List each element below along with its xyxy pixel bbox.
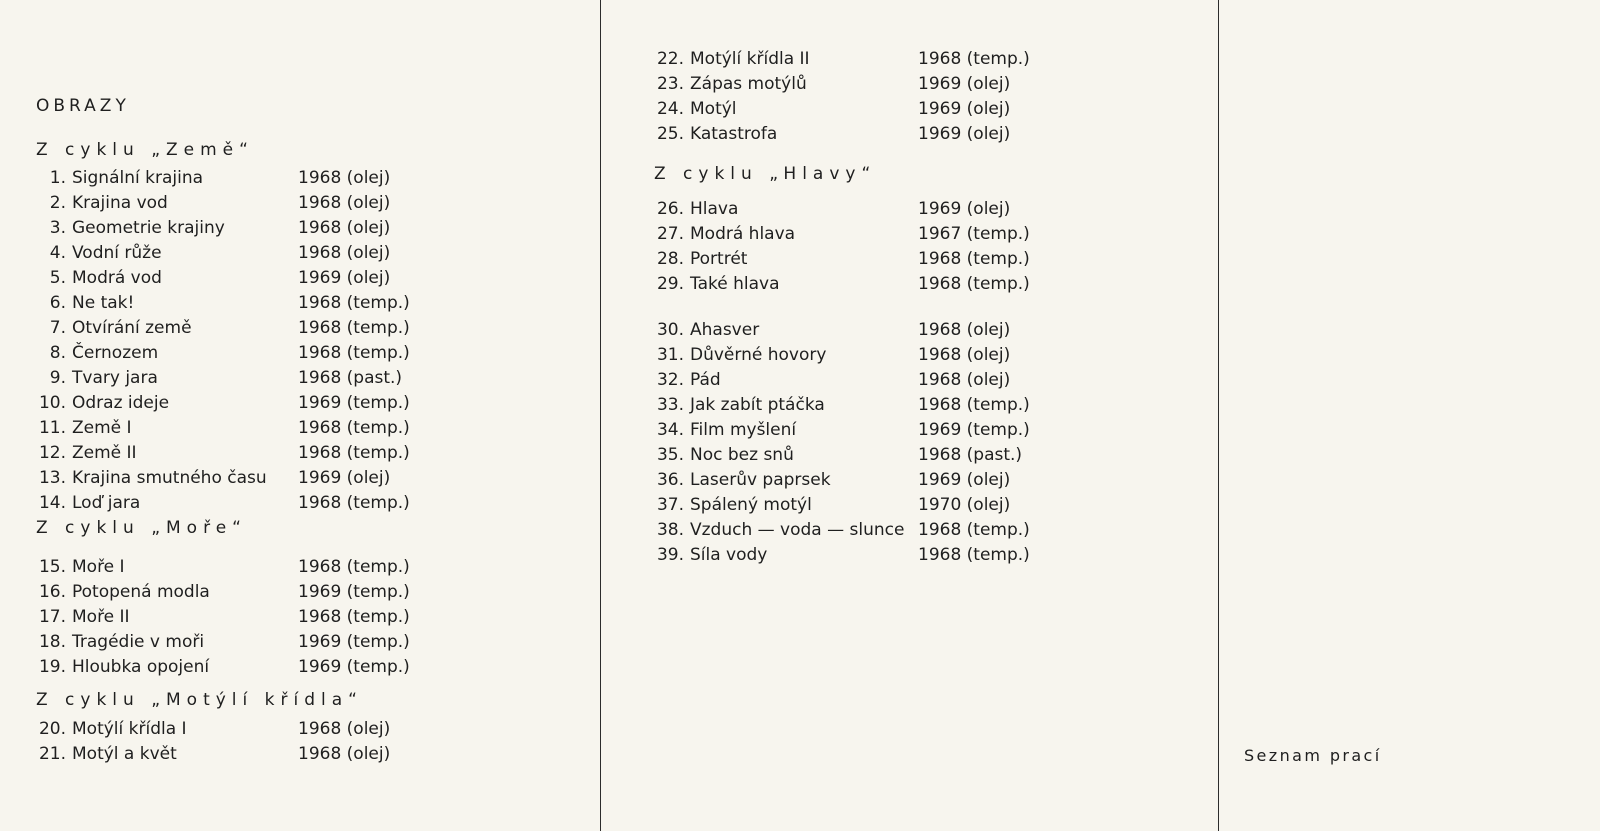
work-date-medium: 1969 (olej) (298, 268, 391, 288)
work-date-medium: 1969 (olej) (918, 199, 1011, 219)
work-date-medium: 1968 (temp.) (918, 545, 1030, 565)
work-title: Ahasver (690, 320, 760, 340)
work-date-medium: 1969 (temp.) (298, 657, 410, 677)
work-title: Tragédie v moři (72, 632, 205, 652)
work-title: Modrá vod (72, 268, 162, 288)
work-item (36, 655, 576, 680)
work-date-medium: 1968 (temp.) (918, 520, 1030, 540)
work-title: Otvírání země (72, 318, 192, 338)
work-title: Potopená modla (72, 582, 210, 602)
work-item (36, 366, 576, 391)
work-item (36, 466, 576, 491)
work-title: Hloubka opojení (72, 657, 210, 677)
left-panel (0, 0, 601, 831)
work-number: 1. (49, 168, 66, 188)
work-item (36, 341, 576, 366)
work-number: 28. (656, 249, 684, 269)
work-date-medium: 1968 (temp.) (298, 318, 410, 338)
right-panel (1220, 0, 1600, 831)
work-item (36, 391, 576, 416)
work-number: 17. (38, 607, 66, 627)
work-item (36, 742, 576, 767)
work-title: Motýl (690, 99, 737, 119)
work-item (654, 222, 1194, 247)
work-number: 29. (656, 274, 684, 294)
work-date-medium: 1968 (past.) (298, 368, 403, 388)
work-title: Hlava (690, 199, 739, 219)
work-number: 9. (49, 368, 66, 388)
cycle-heading-more: Z cyklu „Moře“ (36, 518, 247, 538)
work-date-medium: 1969 (olej) (918, 470, 1011, 490)
work-number: 13. (38, 468, 66, 488)
work-number: 31. (656, 345, 684, 365)
work-title: Motýl a květ (72, 744, 177, 764)
work-number: 30. (656, 320, 684, 340)
work-date-medium: 1968 (temp.) (298, 607, 410, 627)
cycle-heading-zeme: Z cyklu „Země“ (36, 140, 254, 160)
work-title: Film myšlení (690, 420, 797, 440)
work-date-medium: 1968 (olej) (298, 243, 391, 263)
work-title: Laserův paprsek (690, 470, 831, 490)
work-title: Pád (690, 370, 721, 390)
work-number: 2. (49, 193, 66, 213)
work-number: 26. (656, 199, 684, 219)
cycle-heading-kridla: Z cyklu „Motýlí křídla“ (36, 690, 363, 710)
work-date-medium: 1969 (olej) (298, 468, 391, 488)
work-number: 5. (49, 268, 66, 288)
work-title: Signální krajina (72, 168, 204, 188)
work-title: Loď jara (72, 493, 141, 513)
works-list (36, 166, 576, 516)
work-item (36, 416, 576, 441)
work-title: Vodní růže (72, 243, 162, 263)
work-date-medium: 1968 (temp.) (298, 293, 410, 313)
work-title: Důvěrné hovory (690, 345, 827, 365)
work-title: Také hlava (690, 274, 780, 294)
work-number: 11. (38, 418, 66, 438)
work-number: 32. (656, 370, 684, 390)
work-title: Motýlí křídla I (72, 719, 187, 739)
work-item (654, 468, 1194, 493)
work-date-medium: 1968 (temp.) (298, 418, 410, 438)
work-number: 35. (656, 445, 684, 465)
work-number: 25. (656, 124, 684, 144)
work-title: Vzduch — voda — slunce (690, 520, 905, 540)
work-number: 21. (38, 744, 66, 764)
work-title: Modrá hlava (690, 224, 796, 244)
work-date-medium: 1968 (temp.) (918, 249, 1030, 269)
work-number: 18. (38, 632, 66, 652)
work-date-medium: 1968 (temp.) (918, 49, 1030, 69)
work-item (36, 605, 576, 630)
work-item (36, 316, 576, 341)
work-date-medium: 1968 (temp.) (918, 395, 1030, 415)
work-item (36, 241, 576, 266)
work-item (36, 555, 576, 580)
work-item (654, 272, 1194, 297)
work-number: 38. (656, 520, 684, 540)
middle-panel (602, 0, 1219, 831)
work-item (654, 393, 1194, 418)
work-item (654, 543, 1194, 568)
work-title: Krajina smutného času (72, 468, 267, 488)
work-item (654, 343, 1194, 368)
section-heading: OBRAZY (36, 96, 130, 116)
work-title: Geometrie krajiny (72, 218, 225, 238)
work-number: 22. (656, 49, 684, 69)
work-title: Tvary jara (72, 368, 158, 388)
work-date-medium: 1969 (temp.) (918, 420, 1030, 440)
work-date-medium: 1968 (olej) (298, 744, 391, 764)
work-date-medium: 1969 (temp.) (298, 632, 410, 652)
works-list (36, 555, 576, 680)
work-item (654, 197, 1194, 222)
work-title: Moře II (72, 607, 130, 627)
work-number: 36. (656, 470, 684, 490)
works-list (36, 717, 576, 767)
work-number: 16. (38, 582, 66, 602)
work-number: 3. (49, 218, 66, 238)
work-date-medium: 1968 (temp.) (298, 343, 410, 363)
work-number: 34. (656, 420, 684, 440)
work-title: Spálený motýl (690, 495, 812, 515)
work-date-medium: 1970 (olej) (918, 495, 1011, 515)
work-date-medium: 1969 (olej) (918, 74, 1011, 94)
work-item (654, 72, 1194, 97)
work-number: 7. (49, 318, 66, 338)
work-item (654, 318, 1194, 343)
work-title: Černozem (72, 343, 159, 363)
work-title: Noc bez snů (690, 445, 794, 465)
work-item (654, 47, 1194, 72)
work-date-medium: 1969 (temp.) (298, 582, 410, 602)
work-title: Jak zabít ptáčka (690, 395, 825, 415)
work-item (36, 291, 576, 316)
work-item (654, 122, 1194, 147)
work-date-medium: 1968 (temp.) (298, 493, 410, 513)
work-item (36, 216, 576, 241)
work-title: Motýlí křídla II (690, 49, 810, 69)
work-title: Země I (72, 418, 132, 438)
work-title: Moře I (72, 557, 125, 577)
work-item (36, 266, 576, 291)
works-list (654, 47, 1194, 147)
work-item (654, 443, 1194, 468)
work-title: Portrét (690, 249, 748, 269)
work-date-medium: 1968 (temp.) (298, 557, 410, 577)
work-number: 14. (38, 493, 66, 513)
work-number: 15. (38, 557, 66, 577)
work-item (36, 630, 576, 655)
work-item (654, 518, 1194, 543)
work-date-medium: 1968 (olej) (918, 370, 1011, 390)
work-date-medium: 1968 (olej) (298, 218, 391, 238)
works-list (654, 197, 1194, 297)
works-list (654, 318, 1194, 568)
work-title: Ne tak! (72, 293, 135, 313)
work-date-medium: 1968 (olej) (298, 193, 391, 213)
work-title: Země II (72, 443, 137, 463)
work-item (654, 418, 1194, 443)
work-number: 8. (49, 343, 66, 363)
work-item (654, 97, 1194, 122)
work-date-medium: 1967 (temp.) (918, 224, 1030, 244)
work-number: 37. (656, 495, 684, 515)
cycle-heading-hlavy: Z cyklu „Hlavy“ (654, 164, 877, 184)
work-number: 39. (656, 545, 684, 565)
work-item (654, 368, 1194, 393)
work-number: 27. (656, 224, 684, 244)
cover-title: Seznam prací (1244, 746, 1382, 765)
work-item (654, 247, 1194, 272)
work-title: Zápas motýlů (690, 74, 807, 94)
work-item (36, 166, 576, 191)
work-item (36, 441, 576, 466)
work-number: 19. (38, 657, 66, 677)
work-date-medium: 1969 (olej) (918, 99, 1011, 119)
work-title: Síla vody (690, 545, 768, 565)
work-number: 24. (656, 99, 684, 119)
work-number: 4. (49, 243, 66, 263)
work-date-medium: 1968 (temp.) (918, 274, 1030, 294)
work-date-medium: 1968 (olej) (918, 345, 1011, 365)
work-number: 6. (49, 293, 66, 313)
work-date-medium: 1968 (olej) (298, 719, 391, 739)
work-title: Katastrofa (690, 124, 778, 144)
work-item (654, 493, 1194, 518)
work-item (36, 580, 576, 605)
work-date-medium: 1969 (temp.) (298, 393, 410, 413)
work-date-medium: 1968 (olej) (298, 168, 391, 188)
work-number: 10. (38, 393, 66, 413)
work-number: 23. (656, 74, 684, 94)
work-title: Krajina vod (72, 193, 168, 213)
work-item (36, 717, 576, 742)
work-number: 12. (38, 443, 66, 463)
work-date-medium: 1969 (olej) (918, 124, 1011, 144)
work-date-medium: 1968 (temp.) (298, 443, 410, 463)
work-date-medium: 1968 (olej) (918, 320, 1011, 340)
work-date-medium: 1968 (past.) (918, 445, 1023, 465)
work-item (36, 491, 576, 516)
work-title: Odraz ideje (72, 393, 170, 413)
work-number: 33. (656, 395, 684, 415)
work-item (36, 191, 576, 216)
work-number: 20. (38, 719, 66, 739)
